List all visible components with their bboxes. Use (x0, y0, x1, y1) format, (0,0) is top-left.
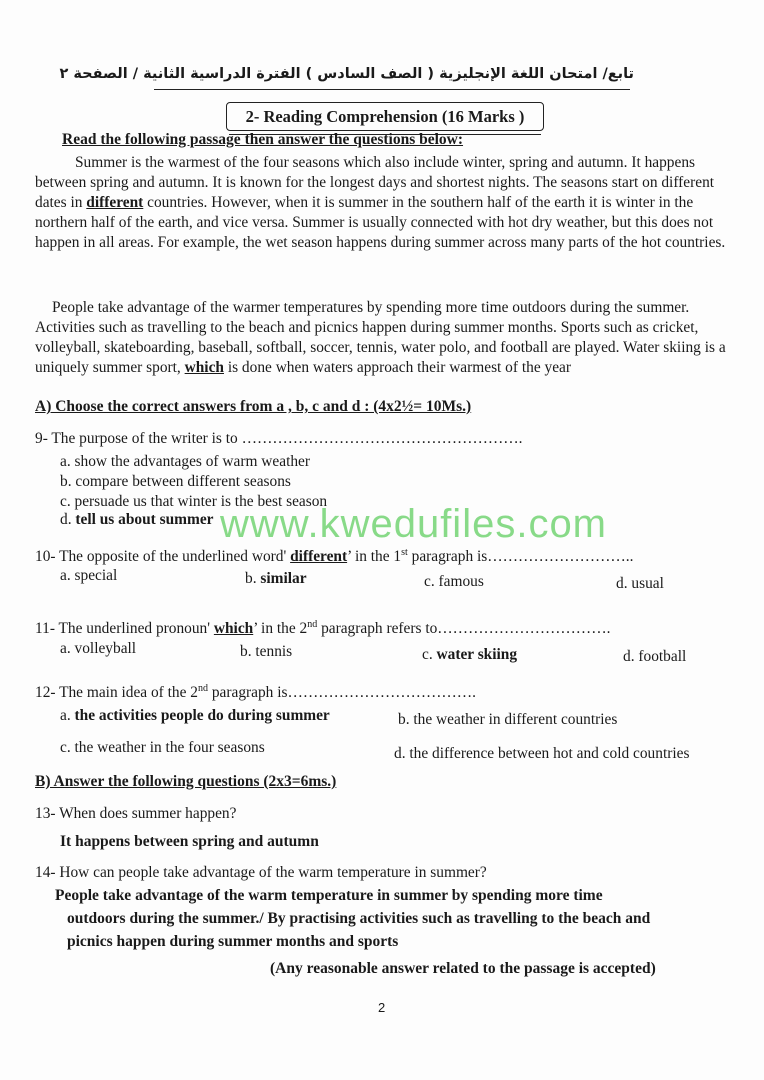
q12-stem-pre: 12- The main idea of the 2 (35, 684, 198, 701)
q10-option-b (245, 570, 307, 588)
q11-option-b: b. tennis (240, 643, 293, 660)
q14-answer-line-1: People take advantage of the warm temperature in summer by spending more time (55, 887, 603, 904)
q9-option-a: a. show the advantages of warm weather (60, 453, 311, 470)
question-9-stem: 9- The purpose of the writer is to ………………………………………………. (35, 430, 523, 447)
p1-text-after: countries. However, when it is summer in the southern half of the earth it is winter in the northern half of the earth, and vice versa. Summer is usually connected with hot dry weather, but this does not happen in all areas. For example, the wet season happens during summer across many parts of the hot countries. (35, 194, 726, 251)
q12-option-a-prefix: a. (60, 707, 75, 724)
question-13-stem: 13- When does summer happen? (35, 805, 237, 822)
q11-option-c (422, 646, 517, 664)
watermark-text: www.kwedufiles.com (220, 502, 608, 546)
q10-option-b-prefix: b. (245, 570, 261, 587)
q10-stem-post: paragraph is……………………….. (407, 548, 634, 565)
q11-underlined-word: which (213, 620, 254, 637)
p2-text-after: is done when waters approach their warmest of the year (223, 359, 571, 376)
header-underline (154, 89, 630, 90)
q12-option-a (60, 707, 330, 725)
q13-answer: It happens between spring and autumn (60, 833, 319, 850)
section-title: 2- Reading Comprehension (16 Marks ) (226, 102, 544, 131)
q12-option-a-answer: the activities people do during summer (74, 707, 330, 724)
question-10-stem (35, 548, 633, 566)
passage-paragraph-2 (35, 298, 735, 378)
p1-underlined-word: different (86, 194, 144, 211)
part-b-heading: B) Answer the following questions (2x3=6ms.) (35, 773, 337, 790)
q10-option-a: a. special (60, 567, 118, 584)
q11-option-d: d. football (623, 648, 687, 665)
q12-option-d: d. the difference between hot and cold countries (394, 745, 690, 762)
q9-option-d-answer: tell us about summer (75, 511, 214, 528)
page-number: 2 (378, 1000, 386, 1015)
page-header-arabic: تابع/ امتحان اللغة الإنجليزية ( الصف السادس ) الفترة الدراسية الثانية / الصفحة ٢ (59, 66, 634, 82)
q14-answer-line-3: picnics happen during summer months and sports (67, 933, 399, 950)
q11-stem-mid: ’ in the 2 (253, 620, 308, 637)
passage-instruction: Read the following passage then answer the questions below: (62, 131, 464, 148)
q10-underlined-word: different (290, 548, 348, 565)
q11-stem-post: paragraph refers to……………………………. (317, 620, 611, 637)
p1-text-before: Summer is the warmest of the four seasons which also include winter, spring and autumn. It happens between spring and autumn. It is known for the longest days and shortest nights. The seasons start on different dates in (35, 154, 715, 211)
question-11-stem (35, 620, 610, 638)
q10-superscript: st (401, 546, 408, 558)
q9-option-d-prefix: d. (60, 511, 76, 528)
q9-option-b: b. compare between different seasons (60, 473, 291, 490)
p2-underlined-word: which (184, 359, 224, 376)
q11-option-c-prefix: c. (422, 646, 437, 663)
q12-option-b: b. the weather in different countries (398, 711, 618, 728)
q14-answer-note: (Any reasonable answer related to the passage is accepted) (270, 960, 656, 977)
q10-option-c: c. famous (424, 573, 484, 590)
q12-superscript: nd (197, 682, 208, 694)
q12-option-c: c. the weather in the four seasons (60, 739, 265, 756)
q9-option-d (60, 511, 213, 529)
q10-option-d: d. usual (616, 575, 664, 592)
q11-option-c-answer: water skiing (436, 646, 518, 663)
q10-stem-mid: ’ in the 1 (347, 548, 402, 565)
q11-option-a: a. volleyball (60, 640, 137, 657)
q9-option-c: c. persuade us that winter is the best season (60, 493, 328, 510)
part-a-heading: A) Choose the correct answers from a , b, c and d : (4x2½= 10Ms.) (35, 398, 472, 415)
passage-paragraph-1 (35, 153, 735, 253)
question-12-stem (35, 684, 476, 702)
p2-text-before: People take advantage of the warmer temperatures by spending more time outdoors during the summer. Activities such as travelling to the beach and picnics happen during summer months. Sports such as cricket, volleyball, skateboarding, baseball, softball, soccer, tennis, water polo, and football are played. Water skiing is a uniquely summer sport, (35, 299, 726, 376)
question-14-stem: 14- How can people take advantage of the warm temperature in summer? (35, 864, 487, 881)
q12-stem-post: paragraph is………………………………. (207, 684, 477, 701)
q11-stem-pre: 11- The underlined pronoun' (35, 620, 214, 637)
q10-stem-pre: 10- The opposite of the underlined word' (35, 548, 291, 565)
q14-answer-line-2: outdoors during the summer./ By practising activities such as travelling to the beach and (67, 910, 651, 927)
q11-superscript: nd (307, 618, 318, 630)
q10-option-b-answer: similar (260, 570, 307, 587)
